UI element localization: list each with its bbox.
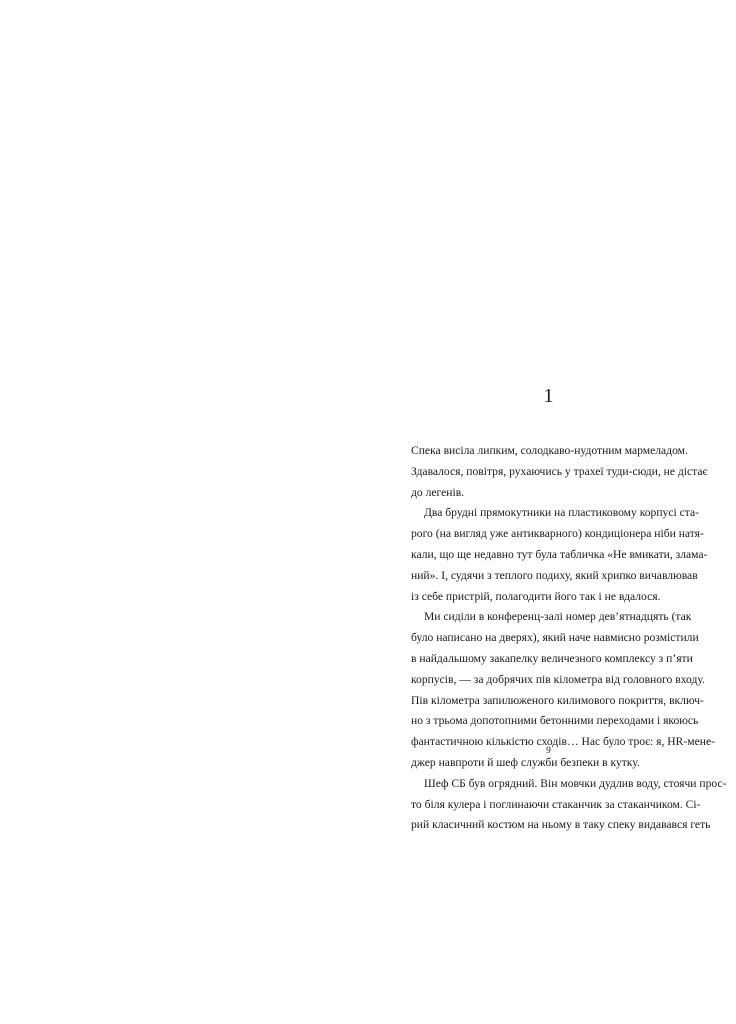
text-line: рий класичний костюм на ньому в таку спеку видавався геть bbox=[411, 818, 711, 832]
text-line: кали, що ще недавно тут була табличка «Не вмикати, злама- bbox=[411, 547, 708, 561]
text-line: Спека висіла липким, солодкаво-нудотним мармеладом. bbox=[411, 444, 688, 457]
text-line: Ми сиділи в конференц-залі номер дев’ятнадцять (так bbox=[424, 610, 692, 624]
text-line: Пів кілометра запилюженого килимового покриття, включ- bbox=[411, 693, 704, 707]
text-line: Здавалося, повітря, рухаючись у трахеї туди-сюди, не дістає bbox=[411, 464, 708, 478]
text-line: було написано на дверях), який наче навмисно розмістили bbox=[411, 631, 699, 645]
text-line: то біля кулера і поглинаючи стаканчик за стаканчиком. Сі- bbox=[411, 797, 701, 811]
text-line: фантастичною кількістю сходів… Нас було троє: я, HR-мене- bbox=[411, 735, 715, 749]
text-line: рого (на вигляд уже антикварного) кондиціонера ніби натя- bbox=[411, 527, 704, 541]
text-line: корпусів, — за добрячих пів кілометра від головного входу. bbox=[411, 672, 705, 686]
text-line: но з трьома допотопними бетонними переходами і якоюсь bbox=[411, 714, 699, 728]
text-line: джер навпроти й шеф служби безпеки в кутку. bbox=[411, 755, 640, 769]
text-line: ний». І, судячи з теплого подиху, який хрипко вичавлював bbox=[411, 568, 698, 582]
chapter-number: 1 bbox=[543, 385, 554, 407]
text-line: Шеф СБ був огрядний. Він мовчки дудлив воду, стоячи прос- bbox=[424, 776, 727, 790]
text-line: Два брудні прямокутники на пластиковому корпусі ста- bbox=[424, 506, 699, 520]
text-line: до легенів. bbox=[411, 485, 465, 499]
text-line: в найдальшому закапелку величезного комплексу з п’яти bbox=[411, 651, 693, 665]
chapter-text bbox=[411, 441, 727, 836]
page-number: 9 bbox=[546, 746, 551, 756]
text-line: із себе пристрій, полагодити його так і не вдалося. bbox=[411, 589, 661, 603]
